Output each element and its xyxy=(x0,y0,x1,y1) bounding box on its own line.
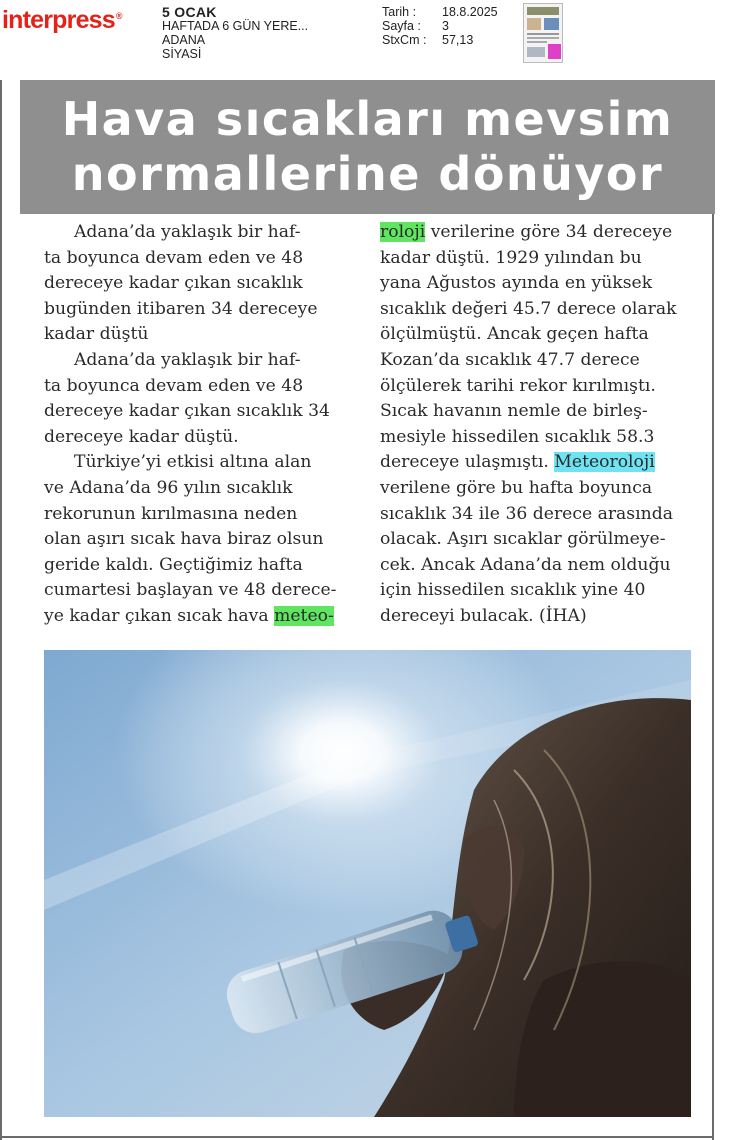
photo-person-drinking-water xyxy=(44,650,691,1117)
clip-headline: HAFTADA 6 GÜN YERE... xyxy=(162,19,309,33)
article-title: Hava sıcakları mevsim normallerine dönüyor xyxy=(61,92,674,201)
clip-city: ADANA xyxy=(162,33,206,47)
page-thumbnail[interactable] xyxy=(523,3,563,63)
text-line: dereceyi bulacak. (İHA) xyxy=(380,605,587,626)
text-line: için hissedilen sıcaklık yine 40 xyxy=(380,580,646,601)
text-line: Sıcak havanın nemle de birleş- xyxy=(380,401,648,422)
article-column-2 xyxy=(380,220,695,630)
text-line: Kozan’da sıcaklık 47.7 derece xyxy=(380,349,640,370)
highlight-keyword: roloji xyxy=(380,222,426,242)
article-photo xyxy=(44,650,691,1117)
text-line: ölçülmüştü. Ancak geçen hafta xyxy=(380,324,649,345)
text-line: sıcaklık değeri 45.7 derece olarak xyxy=(380,298,677,319)
text-line: dereceye kadar düştü. xyxy=(44,426,239,447)
text-line: dereceye kadar çıkan sıcaklık xyxy=(44,273,303,294)
text-line: dereceye kadar çıkan sıcaklık 34 xyxy=(44,401,330,422)
text-line: rekorunun kırılmasına neden xyxy=(44,503,298,524)
text-line: Türkiye’yi etkisi altına alan xyxy=(74,452,312,473)
text-line: roloji verilerine göre 34 dereceye xyxy=(380,222,673,242)
interpress-logo: interpress® xyxy=(2,6,122,34)
text-line: cek. Ancak Adana’da nem olduğu xyxy=(380,554,671,575)
clip-border-bottom xyxy=(0,1136,714,1138)
publication-name: 5 OCAK xyxy=(162,4,217,20)
meta-page: Sayfa : 3 xyxy=(382,19,449,33)
headline-banner xyxy=(20,80,715,214)
text-line: sıcaklık 34 ile 36 derece arasında xyxy=(380,503,673,524)
article-column-1 xyxy=(44,220,354,630)
text-line: ölçülerek tarihi rekor kırılmıştı. xyxy=(380,375,656,396)
text-line: kadar düştü. 1929 yılından bu xyxy=(380,247,642,268)
text-line: geride kaldı. Geçtiğimiz hafta xyxy=(44,554,303,575)
text-line: yana Ağustos ayında en yüksek xyxy=(380,273,653,294)
text-line: cumartesi başlayan ve 48 derece- xyxy=(44,580,337,601)
clip-border-right xyxy=(712,214,714,1140)
meta-stxcm: StxCm : 57,13 xyxy=(382,33,474,47)
text-line: olacak. Aşırı sıcaklar görülmeye- xyxy=(380,529,666,550)
highlight-keyword: Meteoroloji xyxy=(554,452,655,473)
clip-border-left xyxy=(0,80,2,1140)
text-line: olan aşırı sıcak hava biraz olsun xyxy=(44,529,324,550)
clip-info xyxy=(162,5,308,61)
text-line: verilene göre bu hafta boyunca xyxy=(380,477,653,498)
text-line: kadar düştü xyxy=(44,324,149,345)
text-line: ye kadar çıkan sıcak hava meteo- xyxy=(44,605,334,626)
text-line: dereceye ulaşmıştı. Meteoroloji xyxy=(380,452,655,473)
clip-meta xyxy=(382,5,498,47)
text-line: mesiyle hissedilen sıcaklık 58.3 xyxy=(380,426,655,447)
text-line: ve Adana’da 96 yılın sıcaklık xyxy=(44,477,293,498)
text-line: Adana’da yaklaşık bir haf- xyxy=(74,222,301,242)
text-line: ta boyunca devam eden ve 48 xyxy=(44,247,304,268)
meta-date: Tarih : 18.8.2025 xyxy=(382,5,498,19)
text-line: Adana’da yaklaşık bir haf- xyxy=(74,349,301,370)
text-line: bugünden itibaren 34 dereceye xyxy=(44,298,318,319)
text-line: ta boyunca devam eden ve 48 xyxy=(44,375,304,396)
clip-category: SİYASİ xyxy=(162,47,202,61)
highlight-keyword: meteo- xyxy=(274,605,334,626)
